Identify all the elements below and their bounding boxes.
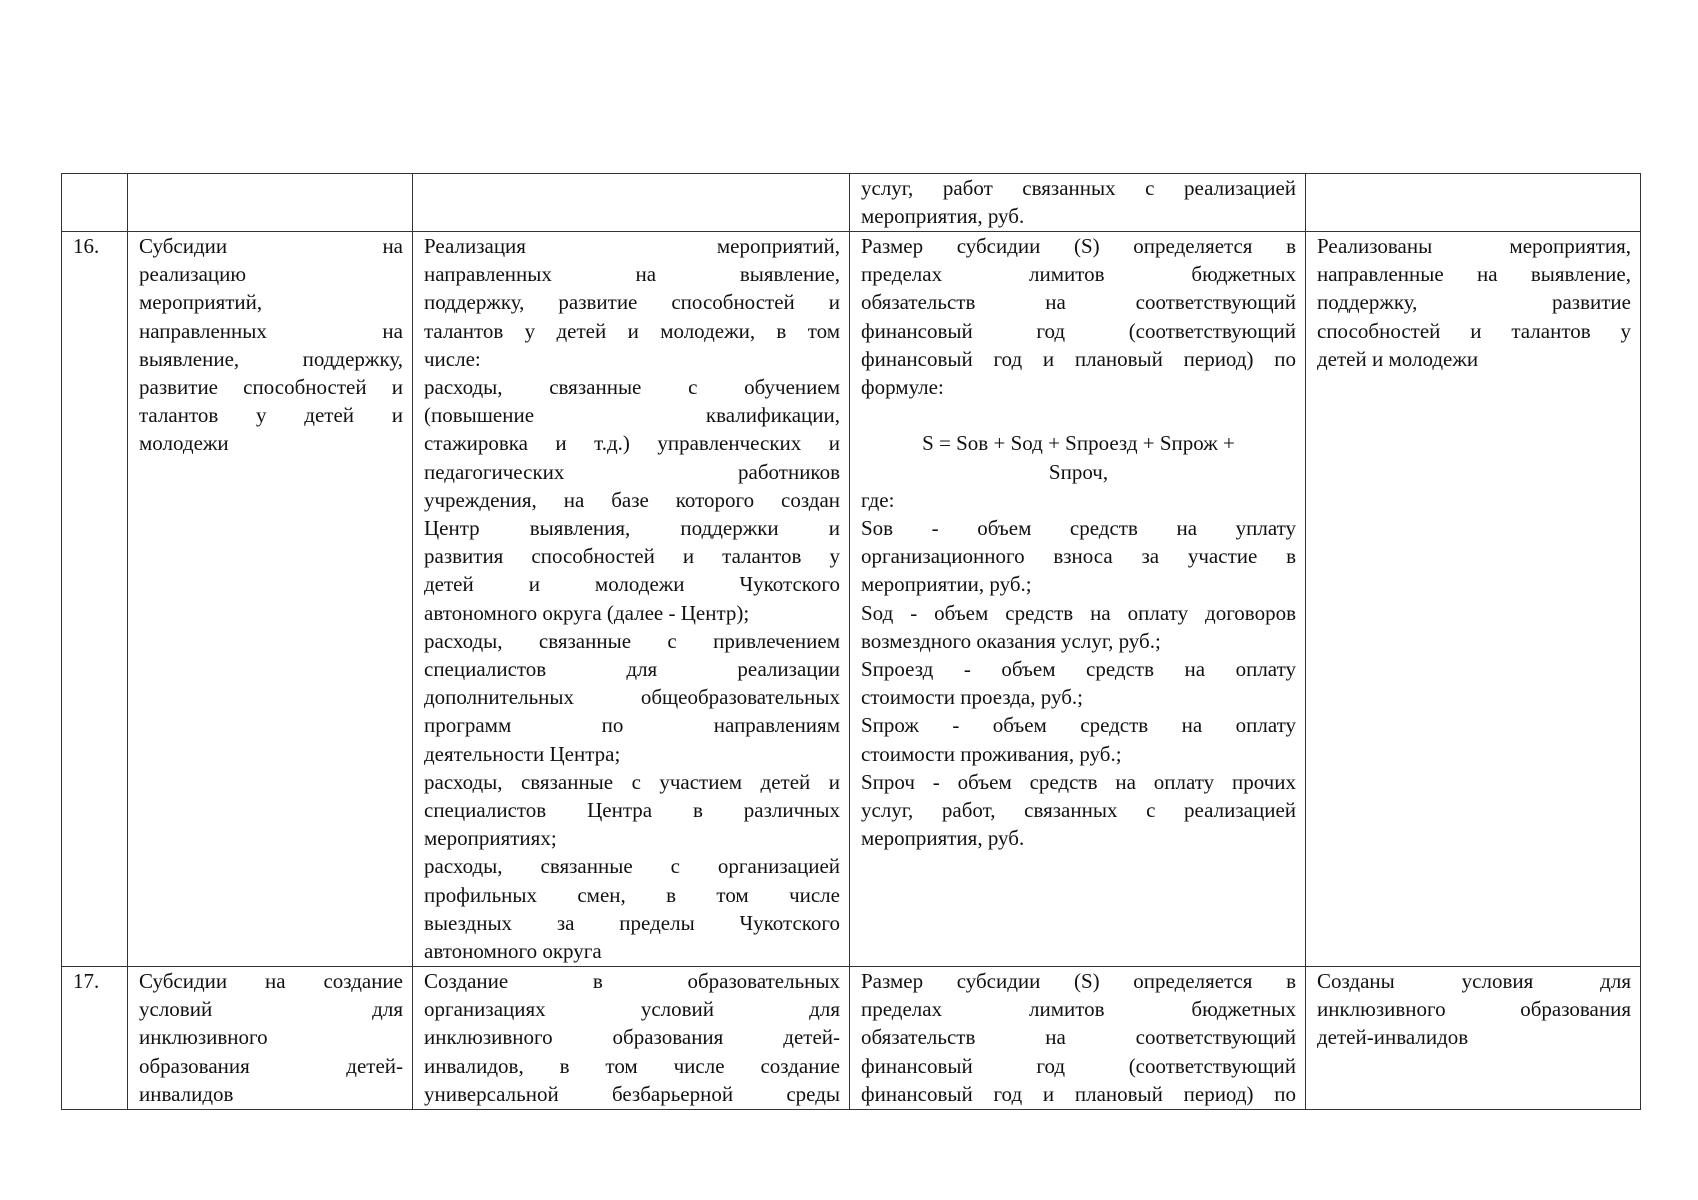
text-line: стоимости проезда, руб.; [861,685,1083,710]
subsidy-result-cell [1306,174,1641,232]
text-line: автономного округа (далее - Центр); [424,600,750,625]
text-line: S = Sов + Sод + Sпроезд + Sпрож + [922,431,1235,456]
text-line: финансовый год (соответствующий [861,1053,1296,1078]
text-line: специалистов для реализации [424,657,840,682]
text-line: программ по направлениям [424,713,840,738]
text-line: услуг, работ, связанных с реализацией [861,798,1296,823]
text-line: поддержку, развитие способностей и [424,290,840,315]
text-line: инвалидов [139,1081,234,1106]
text-line: учреждения, на базе которого создан [424,487,840,512]
subsidy-result-cell [1306,967,1641,1110]
subsidy-result-cell [1306,232,1641,967]
text-line: способностей и талантов у [1317,318,1631,343]
text-line: талантов у детей и [139,403,403,428]
text-line: инклюзивного образования детей- [424,1025,840,1050]
subsidy-name-cell [128,174,413,232]
text-line: расходы, связанные с привлечением [424,628,840,653]
text-line: услуг, работ связанных с реализацией [861,176,1296,200]
text-line: образования детей- [139,1053,403,1078]
text-line: числе: [424,346,481,371]
row-number-cell [62,232,128,967]
text-line: мероприятий, [139,290,263,315]
text-line: Созданы условия для [1317,969,1631,993]
text-line: развития способностей и талантов у [424,544,840,569]
text-line: инклюзивного [139,1025,268,1050]
text-line: инвалидов, в том числе создание [424,1053,840,1078]
text-line: организационного взноса за участие в [861,544,1296,569]
text-line: Реализованы мероприятия, [1317,234,1631,258]
subsidy-formula-cell [850,232,1306,967]
text-line: реализацию [139,262,247,287]
subsidy-formula-cell [850,967,1306,1110]
row-number-cell [62,967,128,1110]
text-line: формуле: [861,375,944,400]
text-line: мероприятии, руб.; [861,572,1032,597]
text-line: Sпрож - объем средств на оплату [861,713,1296,738]
text-line: финансовый год и плановый период) по [861,1081,1296,1106]
text-line: финансовый год и плановый период) по [861,346,1296,371]
text-line: Sпроч - объем средств на оплату прочих [861,769,1296,794]
text-line: обязательств на соответствующий [861,290,1296,315]
table-row [62,967,1641,1110]
text-line: универсальной безбарьерной среды [424,1081,840,1106]
text-line: Sов - объем средств на уплату [861,516,1296,541]
text-line: детей-инвалидов [1317,1025,1469,1050]
text-line: детей и молодежи [1317,346,1479,371]
subsidy-name-cell [128,967,413,1110]
text-line [861,401,1296,429]
text-line: мероприятия, руб. [861,826,1025,851]
text-line: условий для [139,997,403,1022]
text-line: обязательств на соответствующий [861,1025,1296,1050]
text-line: Реализация мероприятий, [424,234,840,258]
text-line: специалистов Центра в различных [424,798,840,823]
subsidy-purpose-cell [413,967,850,1110]
subsidy-purpose-cell [413,174,850,232]
text-line: талантов у детей и молодежи, в том [424,318,840,343]
text-line: педагогических работников [424,459,840,484]
row-number: 17. [73,969,100,993]
text-line: направленных на [139,318,403,343]
text-line: направленных на выявление, [424,262,840,287]
text-line: поддержку, развитие [1317,290,1631,315]
text-line: деятельности Центра; [424,741,621,766]
text-line: Создание в образовательных [424,969,840,993]
text-line: инклюзивного образования [1317,997,1631,1022]
text-line: Размер субсидии (S) определяется в [861,969,1296,993]
text-line: возмездного оказания услуг, руб.; [861,628,1161,653]
subsidy-purpose-cell [413,232,850,967]
table-row [62,232,1641,967]
row-number-cell [62,174,128,232]
text-line: автономного округа [424,939,602,964]
text-line: Субсидии на [139,234,403,258]
text-line: (повышение квалификации, [424,403,840,428]
text-line: Размер субсидии (S) определяется в [861,234,1296,258]
text-line: детей и молодежи Чукотского [424,572,840,597]
subsidy-table [61,173,1641,1110]
text-line: Sпроезд - объем средств на оплату [861,657,1296,682]
text-line: стоимости проживания, руб.; [861,741,1122,766]
text-line: мероприятиях; [424,826,557,851]
row-number: 16. [73,234,100,258]
text-line: развитие способностей и [139,375,403,400]
text-line: расходы, связанные с участием детей и [424,769,840,794]
text-line: стажировка и т.д.) управленческих и [424,431,840,456]
text-line: расходы, связанные с организацией [424,854,840,879]
text-line: Sпроч, [1048,459,1109,484]
subsidy-formula-cell [850,174,1306,232]
text-line: направленные на выявление, [1317,262,1631,287]
text-line: пределах лимитов бюджетных [861,262,1296,287]
subsidy-name-cell [128,232,413,967]
text-line: молодежи [139,431,229,456]
text-line: профильных смен, в том числе [424,882,840,907]
text-line: мероприятия, руб. [861,204,1025,229]
text-line: пределах лимитов бюджетных [861,997,1296,1022]
text-line: дополнительных общеобразовательных [424,685,840,710]
text-line: организациях условий для [424,997,840,1022]
text-line: финансовый год (соответствующий [861,318,1296,343]
text-line: Sод - объем средств на оплату договоров [861,600,1296,625]
table-row [62,174,1641,232]
text-line: Субсидии на создание [139,969,403,993]
text-line: выездных за пределы Чукотского [424,910,840,935]
text-line: выявление, поддержку, [139,346,403,371]
text-line: где: [861,487,895,512]
text-line: Центр выявления, поддержки и [424,516,840,541]
text-line: расходы, связанные с обучением [424,375,840,400]
